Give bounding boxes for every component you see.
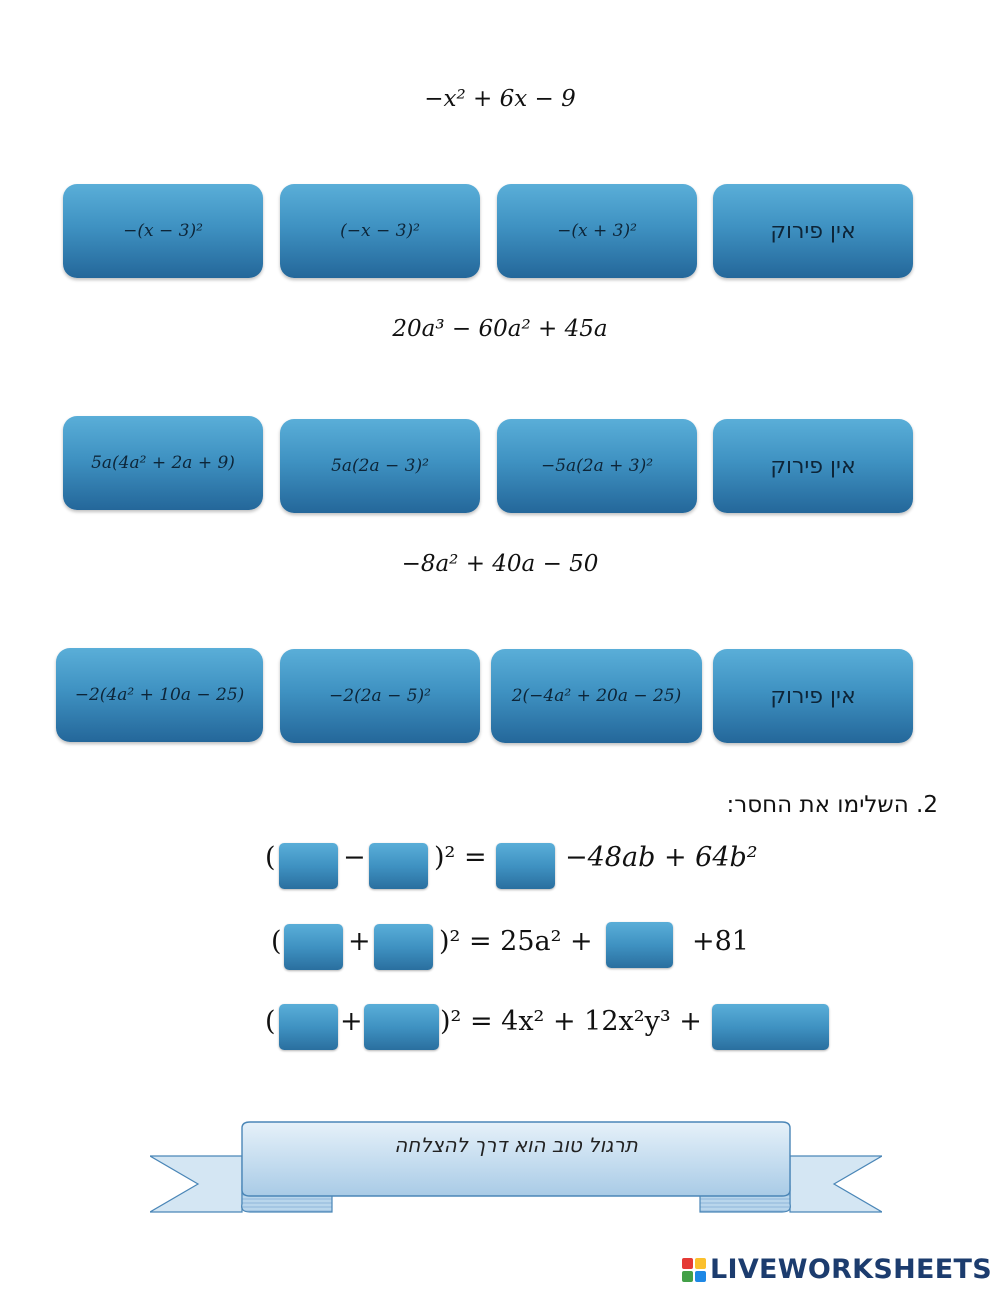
q3-option-2[interactable]: −2(2a − 5)² bbox=[280, 649, 480, 743]
q3-option-no-factoring[interactable]: אין פירוק bbox=[713, 649, 913, 743]
eq1-blank-1[interactable] bbox=[279, 843, 338, 889]
q2-option-1[interactable]: 5a(4a² + 2a + 9) bbox=[63, 416, 263, 510]
q3-option-1[interactable]: −2(4a² + 10a − 25) bbox=[56, 648, 263, 742]
banner-text: תרגול טוב הוא דרך להצלחה bbox=[394, 1133, 638, 1157]
q1-option-2[interactable]: (−x − 3)² bbox=[280, 184, 480, 278]
eq3-operator: + bbox=[340, 1006, 363, 1037]
logo-square-red bbox=[682, 1258, 693, 1269]
eq2-blank-2[interactable] bbox=[374, 924, 433, 970]
q1-option-1[interactable]: −(x − 3)² bbox=[63, 184, 263, 278]
q1-option-3[interactable]: −(x + 3)² bbox=[497, 184, 697, 278]
eq1-open-paren: ( bbox=[265, 842, 276, 873]
section-2-title: 2. השלימו את החסר: bbox=[726, 792, 938, 818]
eq2-tail: +81 bbox=[692, 926, 749, 957]
question-3-expression: −8a² + 40a − 50 bbox=[401, 551, 599, 577]
logo-mark-icon bbox=[682, 1258, 706, 1282]
logo-text: LIVEWORKSHEETS bbox=[709, 1254, 992, 1285]
liveworksheets-logo bbox=[682, 1254, 992, 1285]
eq1-close: )² = bbox=[434, 842, 487, 873]
eq2-open-paren: ( bbox=[271, 926, 282, 957]
q2-option-3[interactable]: −5a(2a + 3)² bbox=[497, 419, 697, 513]
eq2-close: )² = 25a² + bbox=[439, 926, 593, 957]
eq2-operator: + bbox=[348, 926, 371, 957]
eq1-blank-3[interactable] bbox=[496, 843, 555, 889]
logo-square-yellow bbox=[695, 1258, 706, 1269]
q1-option-no-factoring[interactable]: אין פירוק bbox=[713, 184, 913, 278]
eq2-blank-3[interactable] bbox=[606, 922, 673, 968]
q2-option-2[interactable]: 5a(2a − 3)² bbox=[280, 419, 480, 513]
eq3-close: )² = 4x² + 12x²y³ + bbox=[440, 1006, 702, 1037]
question-2-expression: 20a³ − 60a² + 45a bbox=[392, 316, 608, 342]
question-1-expression: −x² + 6x − 9 bbox=[424, 86, 576, 112]
eq1-blank-2[interactable] bbox=[369, 843, 428, 889]
eq3-blank-1[interactable] bbox=[279, 1004, 338, 1050]
eq1-tail: −48ab + 64b² bbox=[565, 842, 758, 873]
eq2-blank-1[interactable] bbox=[284, 924, 343, 970]
eq3-open-paren: ( bbox=[265, 1006, 276, 1037]
logo-square-green bbox=[682, 1271, 693, 1282]
eq3-blank-3[interactable] bbox=[712, 1004, 829, 1050]
eq3-blank-2[interactable] bbox=[364, 1004, 439, 1050]
eq1-operator: − bbox=[343, 842, 366, 873]
q3-option-3[interactable]: 2(−4a² + 20a − 25) bbox=[491, 649, 702, 743]
logo-square-blue bbox=[695, 1271, 706, 1282]
q2-option-no-factoring[interactable]: אין פירוק bbox=[713, 419, 913, 513]
